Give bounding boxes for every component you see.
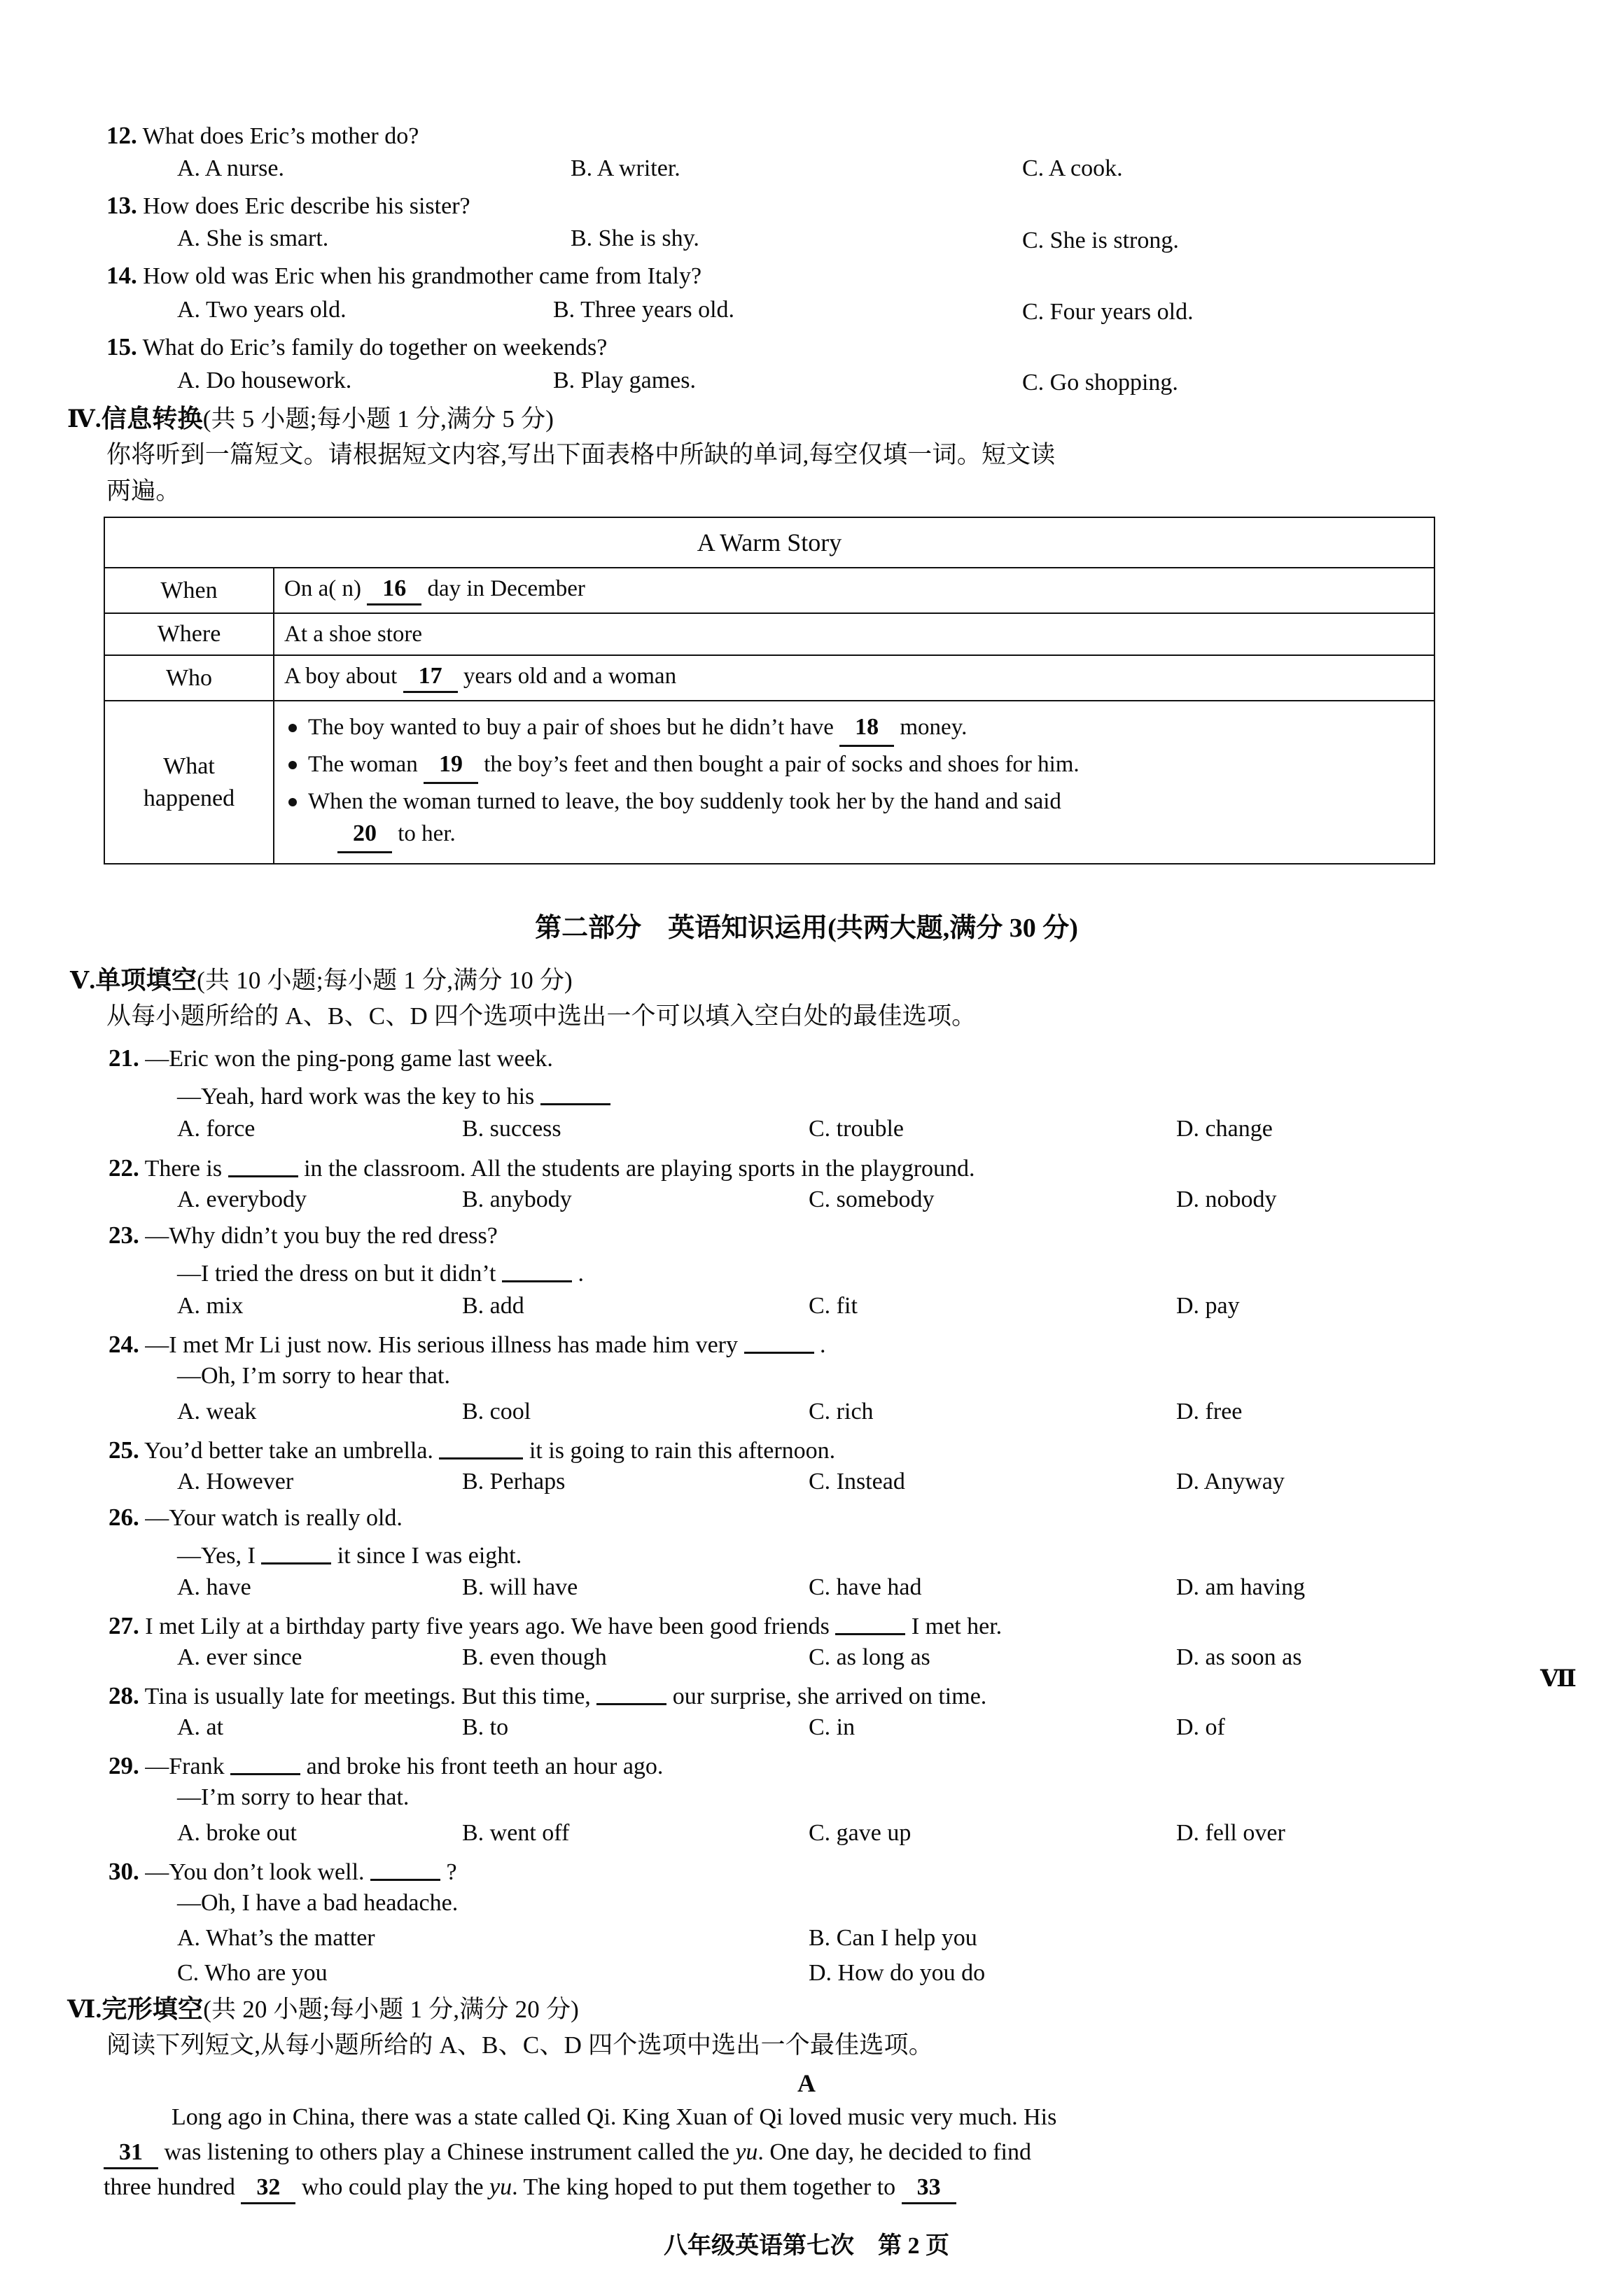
question-30-line-2: —Oh, I have a bad headache. bbox=[177, 1890, 459, 1916]
list-item bbox=[284, 748, 1424, 784]
section-v-header bbox=[70, 966, 573, 995]
question-28-option-d[interactable]: D. of bbox=[1176, 1714, 1225, 1740]
question-25-line-1 bbox=[109, 1434, 835, 1464]
question-stem-text: What does Eric’s mother do? bbox=[142, 123, 419, 149]
section-v-instruction: 从每小题所给的 A、B、C、D 四个选项中选出一个可以填入空白处的最佳选项。 bbox=[106, 1002, 977, 1030]
question-12-option-a[interactable]: A. A nurse. bbox=[177, 155, 284, 181]
blank-22[interactable] bbox=[228, 1152, 298, 1177]
passage-line-3 bbox=[104, 2174, 956, 2204]
section-v-score-note: (共 10 小题;每小题 1 分,满分 10 分) bbox=[197, 967, 573, 994]
passage-line-3-text-c: . The king hoped to put them together to bbox=[512, 2174, 896, 2200]
section-vi-header bbox=[67, 1995, 579, 2024]
question-29-option-c[interactable]: C. gave up bbox=[809, 1820, 912, 1846]
question-28-pre: Tina is usually late for meetings. But this time, bbox=[144, 1684, 591, 1709]
question-number: 22. bbox=[109, 1154, 139, 1182]
question-27-line-1 bbox=[109, 1609, 1002, 1640]
question-23-line-2 bbox=[177, 1256, 584, 1287]
warm-story-table bbox=[104, 517, 1435, 864]
table-row-where bbox=[104, 613, 1434, 655]
question-12-option-c[interactable]: C. A cook. bbox=[1022, 155, 1123, 181]
question-number: 29. bbox=[109, 1752, 139, 1779]
question-13-option-b[interactable]: B. She is shy. bbox=[571, 225, 699, 251]
question-30-option-d[interactable]: D. How do you do bbox=[809, 1960, 986, 1986]
section-v-title: 单项填空 bbox=[95, 966, 197, 994]
question-23-option-c[interactable]: C. fit bbox=[809, 1293, 858, 1319]
question-25-option-a[interactable]: A. However bbox=[177, 1469, 294, 1494]
question-26-pre: —Yes, I bbox=[177, 1543, 256, 1569]
who-post-text: years old and a woman bbox=[463, 664, 677, 689]
question-22-option-c[interactable]: C. somebody bbox=[809, 1186, 935, 1212]
question-24-line-2: —Oh, I’m sorry to hear that. bbox=[177, 1363, 450, 1389]
question-stem-text: What do Eric’s family do together on weekends? bbox=[142, 335, 608, 360]
blank-21[interactable] bbox=[540, 1079, 610, 1105]
passage-line-2-text-b: . One day, he decided to find bbox=[757, 2139, 1031, 2165]
blank-17[interactable]: 17 bbox=[403, 663, 458, 693]
blank-16[interactable]: 16 bbox=[367, 575, 421, 606]
question-29-line-2: —I’m sorry to hear that. bbox=[177, 1784, 410, 1810]
question-21-option-c[interactable]: C. trouble bbox=[809, 1116, 904, 1142]
question-23-option-a[interactable]: A. mix bbox=[177, 1293, 244, 1319]
passage-letter-a: A bbox=[797, 2069, 816, 2097]
blank-29[interactable] bbox=[230, 1749, 300, 1775]
section-iv-instruction-line-1: 你将听到一篇短文。请根据短文内容,写出下面表格中所缺的单词,每空仅填一词。短文读 bbox=[106, 441, 1056, 468]
question-21-option-a[interactable]: A. force bbox=[177, 1116, 256, 1142]
section-vi-score-note: (共 20 小题;每小题 1 分,满分 20 分) bbox=[203, 1996, 580, 2023]
list-item bbox=[284, 785, 1424, 853]
question-27-option-b[interactable]: B. even though bbox=[462, 1644, 607, 1670]
bullet-2-pre: The woman bbox=[308, 752, 418, 777]
section-v-roman: Ⅴ. bbox=[70, 967, 96, 994]
question-24-post: . bbox=[820, 1332, 826, 1358]
question-24-line-1 bbox=[109, 1328, 826, 1359]
question-number: 23. bbox=[109, 1222, 139, 1249]
question-25-option-c[interactable]: C. Instead bbox=[809, 1469, 905, 1494]
what-happened-line-1: What bbox=[163, 752, 215, 779]
bullet-1-post: money. bbox=[900, 715, 968, 740]
question-15-option-b[interactable]: B. Play games. bbox=[553, 368, 696, 393]
question-24-pre: —I met Mr Li just now. His serious illness has made him very bbox=[145, 1332, 738, 1358]
question-15-stem bbox=[106, 333, 607, 361]
section-vi-instruction: 阅读下列短文,从每小题所给的 A、B、C、D 四个选项中选出一个最佳选项。 bbox=[106, 2031, 933, 2059]
question-23-pre: —I tried the dress on but it didn’t bbox=[177, 1261, 496, 1287]
table-row-who bbox=[104, 655, 1434, 701]
section-vi-title: 完形填空 bbox=[102, 1995, 204, 2023]
when-pre-text: On a( n) bbox=[284, 576, 361, 601]
section-iv-header bbox=[67, 405, 554, 434]
question-number: 14. bbox=[106, 262, 137, 289]
question-13-stem bbox=[106, 192, 470, 220]
question-21-line-1 bbox=[109, 1044, 553, 1072]
who-pre-text: A boy about bbox=[284, 664, 398, 689]
question-22-option-a[interactable]: A. everybody bbox=[177, 1186, 307, 1212]
row-label-what-happened bbox=[104, 701, 274, 864]
what-happened-list bbox=[284, 711, 1424, 853]
row-label-when: When bbox=[104, 568, 274, 613]
question-number: 24. bbox=[109, 1331, 139, 1358]
bullet-2-post: the boy’s feet and then bought a pair of socks and shoes for him. bbox=[484, 752, 1080, 777]
question-28-option-c[interactable]: C. in bbox=[809, 1714, 856, 1740]
question-23-line-1 bbox=[109, 1222, 498, 1250]
section-vi-roman: Ⅵ. bbox=[67, 1996, 102, 2023]
passage-line-1: Long ago in China, there was a state called Qi. King Xuan of Qi loved music very much. His bbox=[172, 2104, 1057, 2130]
question-24-option-c[interactable]: C. rich bbox=[809, 1399, 874, 1424]
question-24-option-a[interactable]: A. weak bbox=[177, 1399, 257, 1424]
table-title-row bbox=[104, 517, 1434, 568]
question-13-option-c[interactable]: C. She is strong. bbox=[1022, 227, 1179, 253]
question-21-text-1: —Eric won the ping-pong game last week. bbox=[145, 1046, 553, 1072]
blank-24[interactable] bbox=[744, 1328, 814, 1354]
bullet-3-pre: When the woman turned to leave, the boy suddenly took her by the hand and said bbox=[308, 789, 1061, 814]
question-28-line-1 bbox=[109, 1679, 986, 1710]
question-number: 12. bbox=[106, 122, 137, 149]
question-26-option-c[interactable]: C. have had bbox=[809, 1574, 922, 1600]
question-26-text-1: —Your watch is really old. bbox=[145, 1505, 403, 1531]
question-number: 28. bbox=[109, 1682, 139, 1709]
when-post-text: day in December bbox=[427, 576, 585, 601]
part-two-heading: 第二部分 英语知识运用(共两大题,满分 30 分) bbox=[535, 913, 1078, 943]
question-30-line-1 bbox=[109, 1855, 457, 1886]
table-row-when bbox=[104, 568, 1434, 613]
section-iv-instruction-line-2: 两遍。 bbox=[106, 477, 181, 505]
question-29-post: and broke his front teeth an hour ago. bbox=[306, 1754, 664, 1779]
what-happened-line-2: happened bbox=[143, 785, 235, 811]
blank-25[interactable] bbox=[439, 1434, 523, 1460]
question-29-option-d[interactable]: D. fell over bbox=[1176, 1820, 1285, 1846]
question-number: 30. bbox=[109, 1858, 139, 1885]
question-22-option-d[interactable]: D. nobody bbox=[1176, 1186, 1277, 1212]
question-24-option-b[interactable]: B. cool bbox=[462, 1399, 531, 1424]
question-25-option-d[interactable]: D. Anyway bbox=[1176, 1469, 1285, 1494]
question-23-option-b[interactable]: B. add bbox=[462, 1293, 524, 1319]
question-14-option-b[interactable]: B. Three years old. bbox=[553, 297, 735, 323]
question-28-post: our surprise, she arrived on time. bbox=[672, 1684, 987, 1709]
question-30-pre: —You don’t look well. bbox=[145, 1859, 365, 1885]
table-row-what-happened bbox=[104, 701, 1434, 864]
question-14-option-c[interactable]: C. Four years old. bbox=[1022, 299, 1194, 325]
question-26-line-1 bbox=[109, 1504, 403, 1532]
question-stem-text: How old was Eric when his grandmother came from Italy? bbox=[143, 263, 702, 289]
question-number: 27. bbox=[109, 1612, 139, 1639]
row-value-where: At a shoe store bbox=[274, 613, 1434, 655]
question-number: 25. bbox=[109, 1436, 139, 1464]
question-25-pre: You’d better take an umbrella. bbox=[144, 1438, 433, 1464]
question-14-option-a[interactable]: A. Two years old. bbox=[177, 297, 347, 323]
question-14-stem bbox=[106, 262, 701, 290]
question-30-option-c[interactable]: C. Who are you bbox=[177, 1960, 328, 1986]
question-27-pre: I met Lily at a birthday party five years ago. We have been good friends bbox=[145, 1614, 830, 1639]
question-29-option-b[interactable]: B. went off bbox=[462, 1820, 570, 1846]
row-value-when bbox=[274, 568, 1434, 613]
question-27-option-d[interactable]: D. as soon as bbox=[1176, 1644, 1302, 1670]
question-22-option-b[interactable]: B. anybody bbox=[462, 1186, 572, 1212]
question-23-option-d[interactable]: D. pay bbox=[1176, 1293, 1240, 1319]
row-value-what-happened bbox=[274, 701, 1434, 864]
question-21-text-2: —Yeah, hard work was the key to his bbox=[177, 1084, 535, 1110]
question-29-line-1 bbox=[109, 1749, 663, 1780]
question-25-post: it is going to rain this afternoon. bbox=[529, 1438, 836, 1464]
passage-italic-yu: yu bbox=[489, 2174, 512, 2200]
blank-26[interactable] bbox=[261, 1539, 331, 1564]
row-label-where: Where bbox=[104, 613, 274, 655]
blank-31[interactable]: 31 bbox=[104, 2139, 158, 2169]
margin-mark-vii: Ⅶ bbox=[1540, 1666, 1577, 1692]
question-22-line-1 bbox=[109, 1152, 975, 1182]
question-23-post: . bbox=[578, 1261, 584, 1287]
question-30-option-b[interactable]: B. Can I help you bbox=[809, 1925, 977, 1951]
question-15-option-a[interactable]: A. Do housework. bbox=[177, 368, 352, 393]
question-12-option-b[interactable]: B. A writer. bbox=[571, 155, 680, 181]
question-26-option-a[interactable]: A. have bbox=[177, 1574, 251, 1600]
blank-20[interactable]: 20 bbox=[337, 818, 392, 853]
question-number: 21. bbox=[109, 1044, 139, 1072]
question-22-post: in the classroom. All the students are playing sports in the playground. bbox=[304, 1156, 975, 1182]
blank-30[interactable] bbox=[370, 1855, 440, 1881]
bullet-3-post: to her. bbox=[398, 821, 456, 846]
question-21-option-d[interactable]: D. change bbox=[1176, 1116, 1273, 1142]
question-number: 15. bbox=[106, 333, 137, 360]
question-29-pre: —Frank bbox=[145, 1754, 225, 1779]
page-footer: 八年级英语第七次 第 2 页 bbox=[664, 2233, 949, 2259]
section-iv-roman: Ⅳ. bbox=[67, 405, 102, 433]
blank-33[interactable]: 33 bbox=[902, 2174, 956, 2204]
question-27-option-c[interactable]: C. as long as bbox=[809, 1644, 930, 1670]
list-item bbox=[284, 711, 1424, 747]
question-28-option-b[interactable]: B. to bbox=[462, 1714, 509, 1740]
question-23-text-1: —Why didn’t you buy the red dress? bbox=[145, 1223, 498, 1249]
blank-28[interactable] bbox=[596, 1679, 666, 1705]
section-iv-title: 信息转换 bbox=[101, 405, 203, 433]
passage-line-3-text-a: three hundred bbox=[104, 2174, 235, 2200]
question-30-option-a[interactable]: A. What’s the matter bbox=[177, 1925, 375, 1951]
blank-32[interactable]: 32 bbox=[241, 2174, 295, 2204]
story-title: A Warm Story bbox=[104, 517, 1434, 568]
question-13-option-a[interactable]: A. She is smart. bbox=[177, 225, 329, 251]
question-26-post: it since I was eight. bbox=[337, 1543, 522, 1569]
passage-line-3-text-b: who could play the bbox=[301, 2174, 484, 2200]
question-21-line-2 bbox=[177, 1079, 610, 1110]
question-21-option-b[interactable]: B. success bbox=[462, 1116, 561, 1142]
question-28-option-a[interactable]: A. at bbox=[177, 1714, 224, 1740]
passage-line-2 bbox=[104, 2139, 1031, 2169]
row-label-who: Who bbox=[104, 655, 274, 701]
question-26-option-d[interactable]: D. am having bbox=[1176, 1574, 1306, 1600]
blank-18[interactable]: 18 bbox=[839, 711, 894, 747]
question-27-post: I met her. bbox=[911, 1614, 1003, 1639]
question-26-line-2 bbox=[177, 1539, 522, 1569]
question-30-post: ? bbox=[446, 1859, 457, 1885]
section-iv-score-note: (共 5 小题;每小题 1 分,满分 5 分) bbox=[202, 405, 554, 433]
blank-19[interactable]: 19 bbox=[424, 748, 478, 784]
question-number: 26. bbox=[109, 1504, 139, 1531]
question-22-pre: There is bbox=[144, 1156, 223, 1182]
question-27-option-a[interactable]: A. ever since bbox=[177, 1644, 302, 1670]
question-24-option-d[interactable]: D. free bbox=[1176, 1399, 1243, 1424]
question-15-option-c[interactable]: C. Go shopping. bbox=[1022, 370, 1178, 396]
question-12-stem bbox=[106, 122, 419, 150]
passage-line-2-text-a: was listening to others play a Chinese instrument called the bbox=[164, 2139, 729, 2165]
blank-23[interactable] bbox=[502, 1256, 572, 1282]
question-29-option-a[interactable]: A. broke out bbox=[177, 1820, 297, 1846]
bullet-1-pre: The boy wanted to buy a pair of shoes but he didn’t have bbox=[308, 715, 834, 740]
question-number: 13. bbox=[106, 192, 137, 219]
question-25-option-b[interactable]: B. Perhaps bbox=[462, 1469, 566, 1494]
passage-italic-yu: yu bbox=[735, 2139, 758, 2165]
question-26-option-b[interactable]: B. will have bbox=[462, 1574, 578, 1600]
row-value-who bbox=[274, 655, 1434, 701]
blank-27[interactable] bbox=[835, 1609, 905, 1635]
question-stem-text: How does Eric describe his sister? bbox=[143, 193, 470, 219]
